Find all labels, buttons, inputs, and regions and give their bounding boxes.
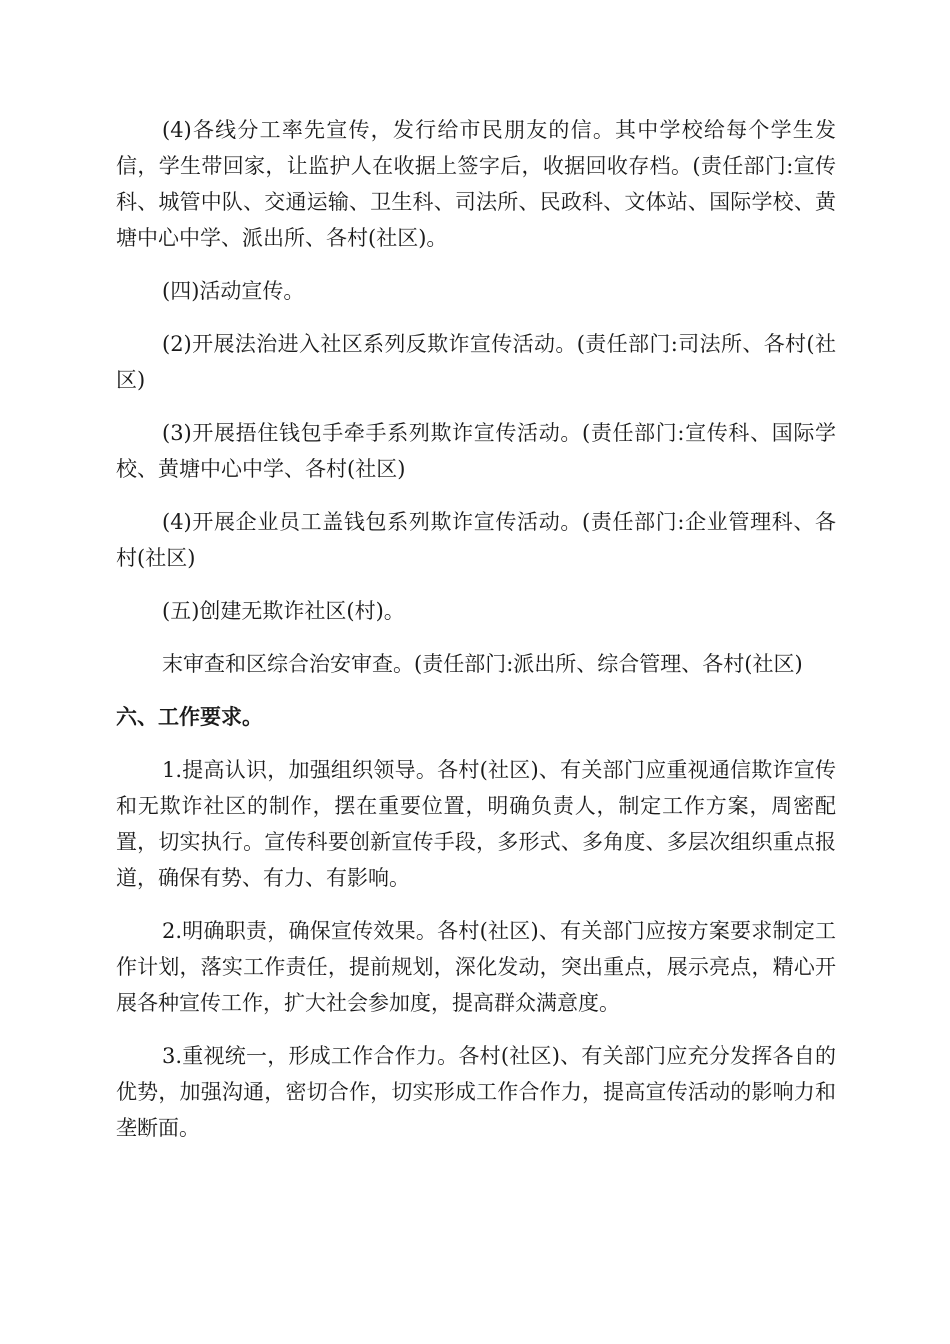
paragraph-item-4-enterprise: (4)开展企业员工盖钱包系列欺诈宣传活动。(责任部门:企业管理科、各村(社区) bbox=[116, 510, 836, 570]
paragraph-activity-publicity: (四)活动宣传。 bbox=[162, 279, 305, 303]
paragraph-item-4-letters: (4)各线分工率先宣传，发行给市民朋友的信。其中学校给每个学生发信，学生带回家，让监护人在收据上签字后，收据回收存档。(责任部门:宣传科、城管中队、交通运输、卫生科、司法所、民政科、文体站、国际学校、黄塘中心中学、派出所、各村(社区)。 bbox=[116, 118, 836, 250]
requirement-item-3: 3.重视统一，形成工作合作力。各村(社区)、有关部门应充分发挥各自的优势，加强沟通，密切合作，切实形成工作合作力，提高宣传活动的影响力和垄断面。 bbox=[116, 1044, 836, 1140]
requirement-item-2: 2.明确职责，确保宣传效果。各村(社区)、有关部门应按方案要求制定工作计划，落实工作责任，提前规划，深化发动，突出重点，展示亮点，精心开展各种宣传工作，扩大社会参加度，提高群众满意度。 bbox=[116, 919, 836, 1015]
paragraph-item-3-wallet: (3)开展捂住钱包手牵手系列欺诈宣传活动。(责任部门:宣传科、国际学校、黄塘中心中学、各村(社区) bbox=[116, 421, 836, 481]
requirement-item-1: 1.提高认识，加强组织领导。各村(社区)、有关部门应重视通信欺诈宣传和无欺诈社区的制作，摆在重要位置，明确负责人，制定工作方案，周密配置，切实执行。宣传科要创新宣传手段，多形式、多角度、多层次组织重点报道，确保有势、有力、有影响。 bbox=[116, 758, 836, 890]
paragraph-fraud-free-community: (五)创建无欺诈社区(村)。 bbox=[162, 599, 405, 623]
paragraph-item-2-legal: (2)开展法治进入社区系列反欺诈宣传活动。(责任部门:司法所、各村(社区) bbox=[116, 332, 836, 392]
section-heading: 六、工作要求。 bbox=[116, 704, 263, 729]
paragraph-review: 末审查和区综合治安审查。(责任部门:派出所、综合管理、各村(社区) bbox=[162, 652, 803, 676]
document-page bbox=[116, 112, 836, 1163]
